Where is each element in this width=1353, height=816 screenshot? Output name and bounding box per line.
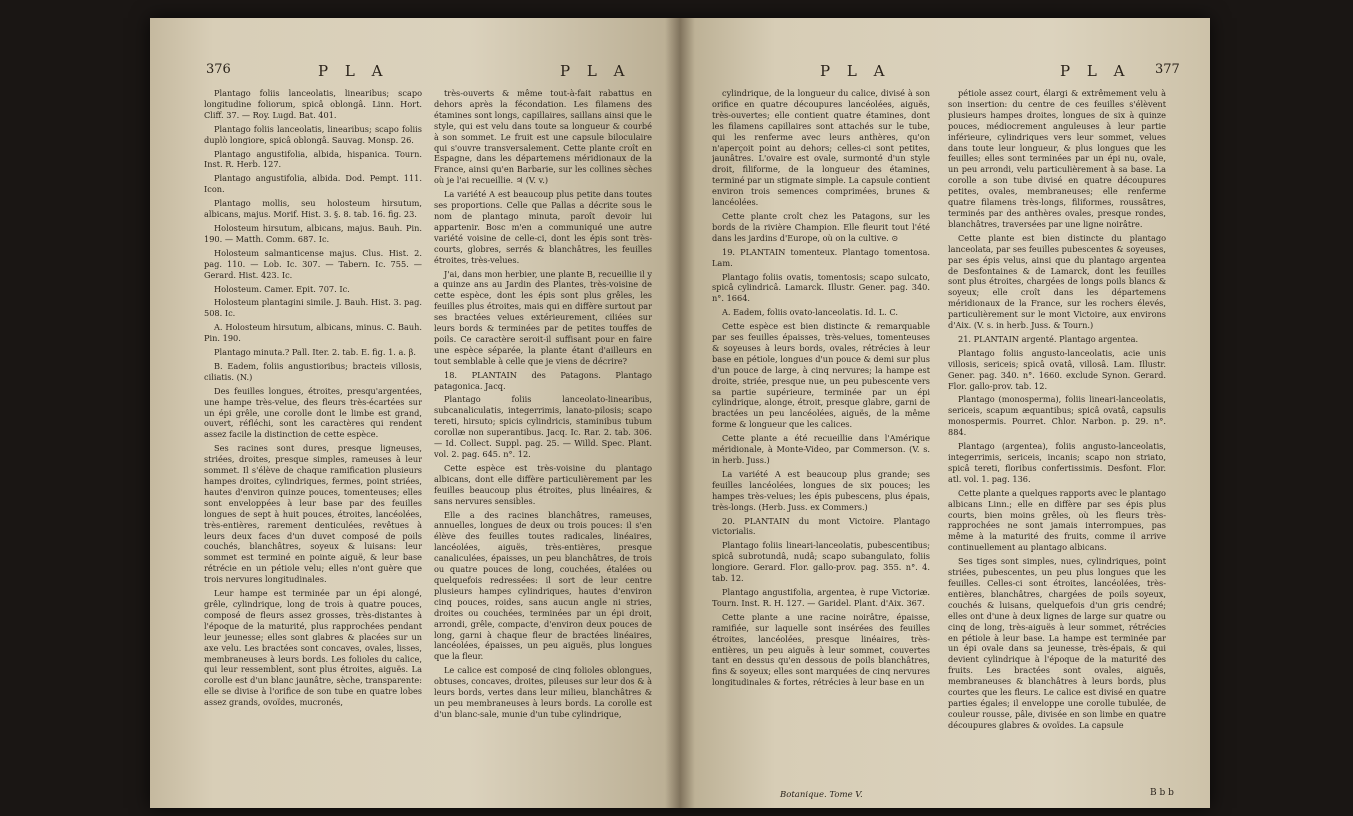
paragraph: Plantago angustifolia, albida, hispanica. Tourn. Inst. R. Herb. 127. (204, 148, 422, 170)
paragraph: cylindrique, de la longueur du calice, divisé à son orifice en quatre découpures lancéolées, aiguës, très-ouvertes; elle contient quatre étamines, dont les filamens capillaires sont attachés sur le tube, qui les renferme avec leurs anthères, qu'on n'aperçoit point au dehors; celles-ci sont petites, jaunâtres. L'ovaire est ovale, surmonté d'un style droit, filiforme, de la longueur des étamines, terminé par un stigmate simple. La capsule contient environ trois semences comprimées, brunes & lancéolées. (712, 88, 930, 208)
paragraph: 21. PLANTAIN argenté. Plantago argentea. (958, 333, 1139, 344)
left-column-1 (204, 88, 422, 788)
paragraph: Cette plante a une racine noirâtre, épaisse, ramifiée, sur laquelle sont insérées des feuilles étroites, lancéolées, presque linéaires, très-entières, un peu aiguës à leur sommet, couvertes tant en dessus qu'en dessous de poils blanchâtres, fins & soyeux; elles sont marquées de cinq nervures longitudinales & fortes, rétrécies à leur base en un (712, 611, 930, 688)
page-footer: Botanique. Tome V. (780, 790, 863, 800)
paragraph: Plantago mollis, seu holosteum hirsutum, albicans, majus. Morif. Hist. 3. §. 8. tab. 16. fig. 23. (204, 198, 422, 220)
paragraph: Holosteum salmanticense majus. Clus. Hist. 2. pag. 110. — Lob. Ic. 307. — Tabern. Ic. 755. — Gerard. Hist. 423. Ic. (204, 247, 422, 280)
paragraph: Elle a des racines blanchâtres, rameuses, annuelles, longues de deux ou trois pouces: il s'en élève des feuilles toutes radicales, linéaires, lancéolées, aiguës, très-entières, presque canaliculées, épaisses, un peu blanchâtres, de trois ou quatre pouces de long, couchées, étalées ou quelquefois redressées: il sort de leur centre plusieurs hampes cylindriques, hautes d'environ cinq pouces, roides, sans aucun angle ni stries, droites ou couchées, terminées par un épi droit, arrondi, grêle, compacte, d'environ deux pouces de long, garni à chaque fleur de bractées linéaires, lancéolées, épaisses, un peu aiguës, plus longues que la fleur. (434, 509, 652, 662)
paragraph: Cette espèce est bien distincte & remarquable par ses feuilles épaisses, très-velues, tomenteuses & soyeuses à leurs bords, ovales, rétrécies à leur base en pétiole, longues d'un pouce & demi sur plus d'un pouce de large, à cinq nervures; la hampe est droite, striée, presque nue, un peu pubescente vers sa partie supérieure, terminée par un épi cylindrique, alonge, étroit, presque glabre, garni de bractées un peu lancéolées, aiguës, de la même forme & longueur que les calices. (712, 321, 930, 430)
paragraph: 20. PLANTAIN du mont Victoire. Plantago victorialis. (712, 515, 930, 537)
paragraph: Holosteum plantagini simile. J. Bauh. Hist. 3. pag. 508. Ic. (204, 297, 422, 319)
paragraph: Leur hampe est terminée par un épi alongé, grêle, cylindrique, long de trois à quatre pouces, composé de fleurs assez grosses, très-distantes à l'époque de la maturité, plus rapprochées pendant leur jeunesse; elles sont glabres & placées sur un axe velu. Les bractées sont concaves, ovales, lisses, membraneuses à leurs bords. Les folioles du calice, qui leur ressemblent, sont plus étroites, aiguës. La corolle est d'un blanc jaunâtre, sèche, transparente: elle se divise à l'orifice de son tube en quatre lobes assez grands, ovoïdes, mucronés, (204, 588, 422, 708)
paragraph: pétiole assez court, élargi & extrêmement velu à son insertion: du centre de ces feuilles s'élèvent plusieurs hampes droites, longues de six à quinze pouces, médiocrement anguleuses à leur partie inférieure, cylindriques vers leur sommet, velues dans toute leur longueur, & plus longues que les feuilles; elles sont terminées par un épi nu, ovale, un peu arrondi, velu particulièrement à sa base. La corolle a son tube divisé en quatre découpures petites, ovales, membraneuses; elle renferme quatre filamens très-longs, filiformes, roussâtres, terminés par des anthères ovales, presque rondes, blanchâtres, traversées par une ligne noirâtre. (948, 88, 1166, 229)
paragraph: Plantago foliis lanceolato-linearibus, subcanaliculatis, integerrimis, lanato-pilosis; scapo tereti, hirsuto; spicis cylindricis, staminibus tubum corollæ non superantibus. Jacq. Ic. Rar. 2. tab. 306. — Id. Collect. Suppl. pag. 25. — Willd. Spec. Plant. vol. 2. pag. 645. n°. 12. (434, 394, 652, 459)
paragraph: Cette plante a quelques rapports avec le plantago albicans Linn.; elle en diffère par ses épis plus courts, bien moins grêles, où les fleurs très-rapprochées ne sont jamais interrompues, pas même à la maturité des fruits, comme il arrive continuellement au plantago albicans. (948, 487, 1166, 553)
paragraph: La variété A est beaucoup plus petite dans toutes ses proportions. Celle que Pallas a décrite sous le nom de plantago minuta, paroît devoir lui appartenir. Bosc m'en a communiqué une autre variété voisine de celle-ci, dont les épis sont très-courts, globres, serrés & blanchâtres, les feuilles étroites, très-velues. (434, 189, 652, 265)
paragraph: Plantago (monosperma), foliis lineari-lanceolatis, sericeis, scapum æquantibus; spicâ ovatâ, capsulis monospermis. Pourret. Chlor. Narbon. p. 29. n°. 884. (948, 394, 1166, 438)
left-page (150, 18, 680, 808)
paragraph: Plantago foliis lineari-lanceolatis, pubescentibus; spicâ subrotundâ, nudâ; scapo subangulato, foliis longiore. Gerard. Flor. gallo-prov. pag. 355. n°. 4. tab. 12. (712, 540, 930, 584)
paragraph: Ses tiges sont simples, nues, cylindriques, point striées, pubescentes, un peu plus longues que les feuilles. Celles-ci sont étroites, lancéolées, très-entières, blanchâtres, chargées de poils soyeux, couchés & luisans, quelquefois d'un gris cendré; elles ont d'une à deux lignes de large sur quatre ou cinq de long, très-aiguës à leur sommet, rétrécies en pétiole à leur base. La hampe est terminée par un épi ovale dans sa jeunesse, très-épais, & qui devient cylindrique à l'époque de la maturité des fruits. Les bractées sont ovales, aiguës, membraneuses & blanchâtres à leurs bords, plus courtes que les fleurs. Le calice est divisé en quatre parties égales; il enveloppe une corolle tubulée, de couleur rousse, pâle, divisée en son limbe en quatre découpures glabres & ovoïdes. La capsule (948, 556, 1166, 730)
left-column-2 (434, 88, 652, 788)
right-running-head-2: P L A (1060, 62, 1131, 80)
paragraph: La variété A est beaucoup plus grande; ses feuilles lancéolées, longues de six pouces; les hampes très-velues; les épis pubescens, plus épais, très-longs. (Herb. Juss. ex Commers.) (712, 468, 930, 512)
paragraph: très-ouverts & même tout-à-fait rabattus en dehors après la fécondation. Les filamens des étamines sont longs, capillaires, saillans ainsi que le style, qui est velu dans toute sa longueur & courbé à son sommet. Le fruit est une capsule biloculaire qui s'ouvre transversalement. Cette plante croît en Espagne, dans les départemens méridionaux de la France, ainsi qu'en Barbarie, sur les collines sèches où je l'ai recueillie. ♃ (V. v.) (434, 88, 652, 186)
paragraph: A. Holosteum hirsutum, albicans, minus. C. Bauh. Pin. 190. (204, 322, 422, 344)
right-column-1 (712, 88, 930, 788)
paragraph: A. Eadem, foliis ovato-lanceolatis. Id. L. C. (722, 307, 898, 318)
paragraph: Plantago angustifolia, albida. Dod. Pempt. 111. Icon. (204, 173, 422, 195)
paragraph: B. Eadem, foliis angustioribus; bracteis villosis, ciliatis. (N.) (204, 360, 422, 382)
left-folio: 376 (206, 62, 231, 77)
paragraph: Ses racines sont dures, presque ligneuses, striées, droites, presque simples, rameuses à leur sommet. Il s'élève de chaque ramification plusieurs hampes droites, cylindriques, fermes, point striées, hautes d'environ quinze pouces, tomenteuses; elles sont enveloppées à leur base par des feuilles longues de sept à huit pouces, étroites, lancéolées, très-entières, rarement denticulées, revêtues à leurs deux faces d'un duvet composé de poils couchés, blanchâtres, soyeux & luisans: leur sommet est terminé en pointe aiguë, & leur base rétrécie en un pétiole velu; elles n'ont guère que trois nervures longitudinales. (204, 443, 422, 585)
paragraph: Cette plante est bien distincte du plantago lanceolata, par ses feuilles pubescentes & soyeuses, par ses épis velus, ainsi que du plantago argentea de Desfontaines & de Lamarck, dont les feuilles sont plus étroites, chargées de longs poils blancs & soyeux; elle croît dans les départemens méridionaux de la France, sur les rochers élevés, particulièrement sur le mont Victoire, aux environs d'Aix. (V. s. in herb. Juss. & Tourn.) (948, 232, 1166, 331)
right-page (680, 18, 1210, 808)
paragraph: 18. PLANTAIN des Patagons. Plantago patagonica. Jacq. (434, 369, 652, 391)
paragraph: Plantago foliis ovatis, tomentosis; scapo sulcato, spicâ cylindricâ. Lamarck. Illustr. Gener. pag. 340. n°. 1664. (712, 271, 930, 304)
paragraph: J'ai, dans mon herbier, une plante B, recueillie il y a quinze ans au Jardin des Plantes, très-voisine de cette espèce, dont les épis sont plus grêles, les feuilles plus étroites, mais qui en diffère surtout par ses bractées velues extérieurement, ciliées sur leurs bords & terminées par de petites touffes de poils. Ce caractère seroit-il suffisant pour en faire une espèce séparée, la plante étant d'ailleurs en tout semblable à celle que je viens de décrire? (434, 268, 652, 366)
paragraph: Plantago foliis lanceolatis, linearibus; scapo longitudine foliorum, spicâ oblongâ. Linn. Hort. Cliff. 37. — Roy. Lugd. Bat. 401. (204, 88, 422, 120)
paragraph: Cette plante croît chez les Patagons, sur les bords de la rivière Champion. Elle fleurit tout l'été dans les jardins d'Europe, où on la cultive. ⊙ (712, 210, 930, 243)
book-spread (150, 18, 1210, 808)
paragraph: Plantago (argentea), foliis angusto-lanceolatis, integerrimis, sericeis, incanis; scapo non striato, spicâ tereti, floribus confertissimis. Desfont. Flor. atl. vol. 1. pag. 136. (948, 441, 1166, 484)
paragraph: Le calice est composé de cinq folioles oblongues, obtuses, concaves, droites, pileuses sur leur dos & à leurs bords, vertes dans leur milieu, blanchâtres & un peu membraneuses à leurs bords. La corolle est d'un blanc-sale, munie d'un tube cylindrique, (434, 665, 652, 719)
paragraph: 19. PLANTAIN tomenteux. Plantago tomentosa. Lam. (712, 246, 930, 268)
right-column-2 (948, 88, 1166, 788)
paragraph: Plantago minuta.? Pall. Iter. 2. tab. E. fig. 1. a. β. (214, 347, 416, 358)
paragraph: Plantago foliis lanceolatis, linearibus; scapo foliis duplò longiore, spicâ oblongâ. Sauvag. Monsp. 26. (204, 123, 422, 145)
left-running-head: P L A (318, 62, 389, 80)
paragraph: Des feuilles longues, étroites, presqu'argentées, une hampe très-velue, des fleurs très-écartées sur un épi grêle, une corolle dont le limbe est grand, ouvert, réfléchi, sont les caractères qui rendent assez facile la distinction de cette espèce. (204, 385, 422, 440)
right-running-head: P L A (820, 62, 891, 80)
right-folio: 377 (1155, 62, 1180, 77)
paragraph: Cette espèce est très-voisine du plantago albicans, dont elle diffère particulièrement par les feuilles beaucoup plus étroites, plus linéaires, & sans nervures sensibles. (434, 462, 652, 506)
paragraph: Plantago foliis angusto-lanceolatis, acie unis villosis, sericeis; spicâ ovatâ, villosâ. Lam. Illustr. Gener. pag. 340. n°. 1660. exclude Synon. Gerard. Flor. gallo-prov. tab. 12. (948, 347, 1166, 391)
paragraph: Plantago angustifolia, argentea, è rupe Victoriæ. Tourn. Inst. R. H. 127. — Garidel. Plant. d'Aix. 367. (712, 586, 930, 608)
paragraph: Cette plante a été recueillie dans l'Amérique méridionale, à Monte-Video, par Commerson. (V. s. in herb. Juss.) (712, 433, 930, 465)
paragraph: Holosteum hirsutum, albicans, majus. Bauh. Pin. 190. — Matth. Comm. 687. Ic. (204, 222, 422, 244)
paragraph: Holosteum. Camer. Epit. 707. Ic. (214, 283, 350, 294)
left-running-head-2: P L A (560, 62, 631, 80)
signature-mark: B b b (1150, 788, 1174, 798)
